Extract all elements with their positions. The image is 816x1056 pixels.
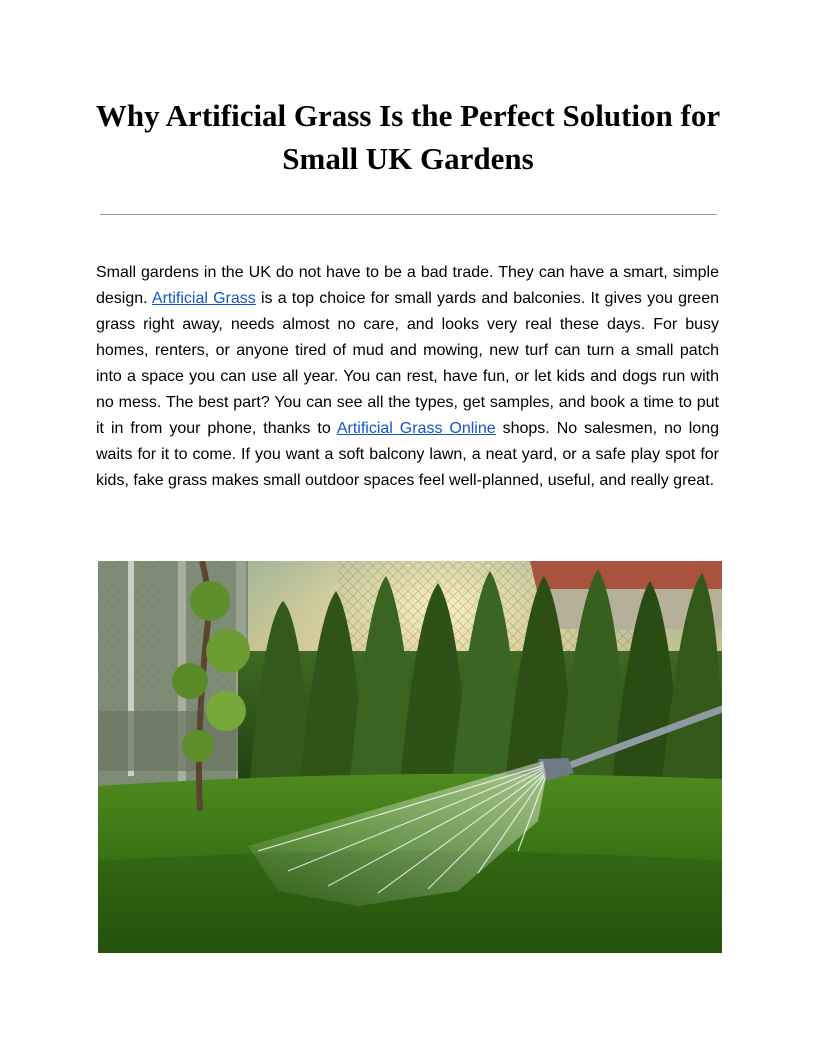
title-divider [100, 214, 717, 215]
page-title: Why Artificial Grass Is the Perfect Solution for Small UK Gardens [95, 98, 721, 176]
paragraph-text-2: is a top choice for small yards and balconies. It gives you green grass right away, needs almost no care, and looks very real these days. For busy homes, renters, or anyone tired of mud and mowing, new turf can turn a small patch into a space you can use all year. You can rest, have fun, or let kids and dogs run with no mess. The best part? You can see all the types, get samples, and book a time to put it in from your phone, thanks to [96, 290, 720, 437]
artificial-grass-link[interactable]: Artificial Grass [151, 290, 256, 307]
intro-paragraph [96, 260, 719, 494]
artificial-grass-online-link[interactable]: Artificial Grass Online [336, 420, 496, 437]
paragraph-text-1: Small gardens in the UK do not have to be a bad trade. They can have a smart, simple design. [96, 264, 719, 307]
paragraph-text-3: shops. No salesmen, no long waits for it to come. If you want a soft balcony lawn, a neat yard, or a safe play spot for kids, fake grass makes small outdoor spaces feel well-planned, useful, and really great. [96, 420, 719, 489]
garden-watering-photo [98, 561, 722, 953]
